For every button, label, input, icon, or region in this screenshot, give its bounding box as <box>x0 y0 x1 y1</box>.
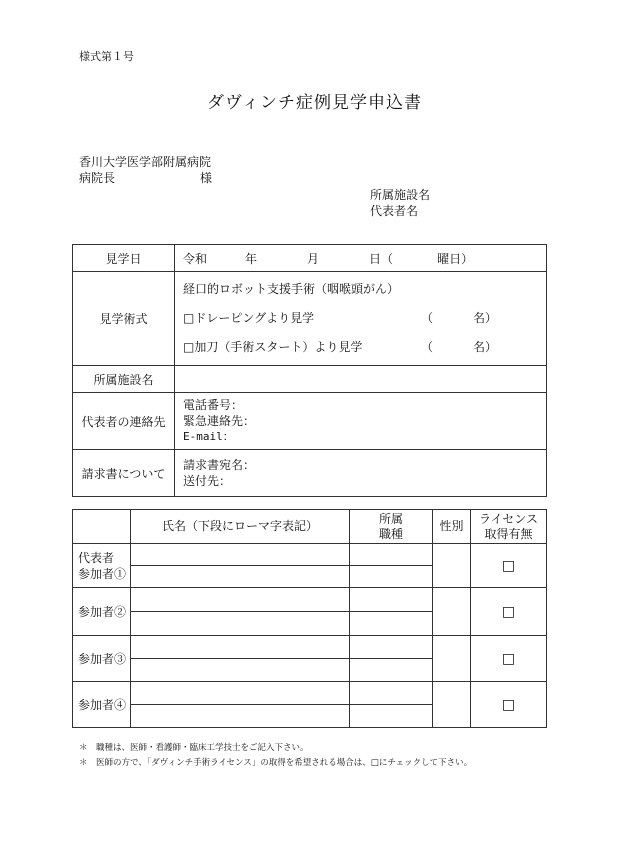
participant-4-affiliation-field[interactable] <box>350 682 433 705</box>
form-number: 様式第１号 <box>79 50 134 63</box>
participant-3-job-field[interactable] <box>350 659 433 682</box>
participant-label-1-line2: 参加者① <box>78 566 127 581</box>
visit-date-row <box>73 245 547 272</box>
header-license-line2: 取得有無 <box>484 526 533 541</box>
addressee-hospital: 香川大学医学部附属病院 <box>79 155 212 169</box>
participant-3-affiliation-field[interactable] <box>350 636 433 659</box>
participant-4-license-checkbox[interactable]: □ <box>471 682 547 728</box>
participant-3-name-field[interactable] <box>131 636 350 659</box>
option-draping-paren: （ <box>421 311 434 325</box>
surgery-option-incision[interactable] <box>183 333 546 362</box>
participant-2-gender-field[interactable] <box>433 588 471 636</box>
email-field[interactable]: E-mail： <box>183 430 234 443</box>
sender-representative-label: 代表者名 <box>370 204 419 218</box>
participant-4-name-field[interactable] <box>131 682 350 705</box>
header-license <box>471 510 547 544</box>
header-name: 氏名（下段にローマ字表記） <box>131 510 350 544</box>
date-era: 令和 <box>183 251 208 266</box>
participant-1-affiliation-field[interactable] <box>350 544 433 566</box>
participant-1-romaji-field[interactable] <box>131 566 350 588</box>
participant-label-1-line1: 代表者 <box>78 550 115 565</box>
participant-label-1 <box>73 544 131 588</box>
header-blank <box>73 510 131 544</box>
note-license: ＊ 医師の方で、「ダヴィンチ手術ライセンス」の取得を希望される場合は、□にチェックして下さい。 <box>79 758 473 768</box>
participant-header-row <box>73 510 547 544</box>
participant-label-4: 参加者④ <box>73 682 131 728</box>
participant-2-license-checkbox[interactable]: □ <box>471 588 547 636</box>
option-incision-paren: （ <box>421 340 434 354</box>
surgery-options <box>175 272 547 366</box>
facility-row <box>73 366 547 393</box>
participant-2-name-field[interactable] <box>131 588 350 612</box>
participant-1-name-field[interactable] <box>131 544 350 566</box>
date-day: 日（ <box>369 251 394 266</box>
participant-table <box>72 509 547 728</box>
participant-2-job-field[interactable] <box>350 612 433 636</box>
addressee-director: 病院長 <box>79 171 116 185</box>
table-row <box>73 636 547 659</box>
visit-date-field[interactable] <box>175 245 547 272</box>
page-title: ダヴィンチ症例見学申込書 <box>207 93 422 113</box>
header-affiliation <box>350 510 433 544</box>
note-job-type: ＊ 職種は、医師・看護師・臨床工学技士をご記入下さい。 <box>79 743 309 753</box>
invoice-fields <box>175 450 547 497</box>
emergency-contact-field[interactable]: 緊急連絡先： <box>183 414 256 428</box>
participant-2-romaji-field[interactable] <box>131 612 350 636</box>
contact-label: 代表者の連絡先 <box>73 393 175 450</box>
date-weekday: 曜日） <box>437 251 474 266</box>
contact-fields <box>175 393 547 450</box>
option-incision-label: □加刀（手術スタート）より見学 <box>183 340 363 354</box>
surgery-label: 見学術式 <box>73 272 175 366</box>
sender-facility-label: 所属施設名 <box>370 188 431 202</box>
participant-1-gender-field[interactable] <box>433 544 471 588</box>
header-gender: 性別 <box>433 510 471 544</box>
option-incision-unit: 名） <box>473 340 498 354</box>
participant-1-license-checkbox[interactable]: □ <box>471 544 547 588</box>
participant-2-affiliation-field[interactable] <box>350 588 433 612</box>
header-affiliation-line2: 職種 <box>378 526 403 541</box>
participant-label-3: 参加者③ <box>73 636 131 682</box>
surgery-row <box>73 272 547 366</box>
visit-date-label: 見学日 <box>73 245 175 272</box>
header-license-line1: ライセンス <box>479 511 538 526</box>
participant-label-2: 参加者② <box>73 588 131 636</box>
date-month: 月 <box>307 251 320 266</box>
invoice-label: 請求書について <box>73 450 175 497</box>
table-row <box>73 544 547 566</box>
application-info-table <box>72 244 547 497</box>
participant-4-gender-field[interactable] <box>433 682 471 728</box>
phone-field[interactable]: 電話番号： <box>183 398 244 412</box>
participant-1-job-field[interactable] <box>350 566 433 588</box>
option-draping-label: □ドレーピングより見学 <box>183 311 315 325</box>
surgery-procedure: 経口的ロボット支援手術（咽喉頭がん） <box>183 282 400 296</box>
table-row <box>73 588 547 612</box>
invoice-row <box>73 450 547 497</box>
participant-3-license-checkbox[interactable]: □ <box>471 636 547 682</box>
header-affiliation-line1: 所属 <box>378 511 403 526</box>
participant-3-gender-field[interactable] <box>433 636 471 682</box>
invoice-addressee-field[interactable]: 請求書宛名： <box>183 458 256 472</box>
participant-4-job-field[interactable] <box>350 705 433 728</box>
participant-4-romaji-field[interactable] <box>131 705 350 728</box>
date-year: 年 <box>245 251 258 266</box>
participant-3-romaji-field[interactable] <box>131 659 350 682</box>
surgery-option-draping[interactable] <box>183 304 546 333</box>
facility-label: 所属施設名 <box>73 366 175 393</box>
table-row <box>73 682 547 705</box>
addressee-honorific: 様 <box>200 171 213 185</box>
contact-row <box>73 393 547 450</box>
invoice-destination-field[interactable]: 送付先： <box>183 474 232 488</box>
facility-field[interactable] <box>175 366 547 393</box>
option-draping-unit: 名） <box>473 311 498 325</box>
